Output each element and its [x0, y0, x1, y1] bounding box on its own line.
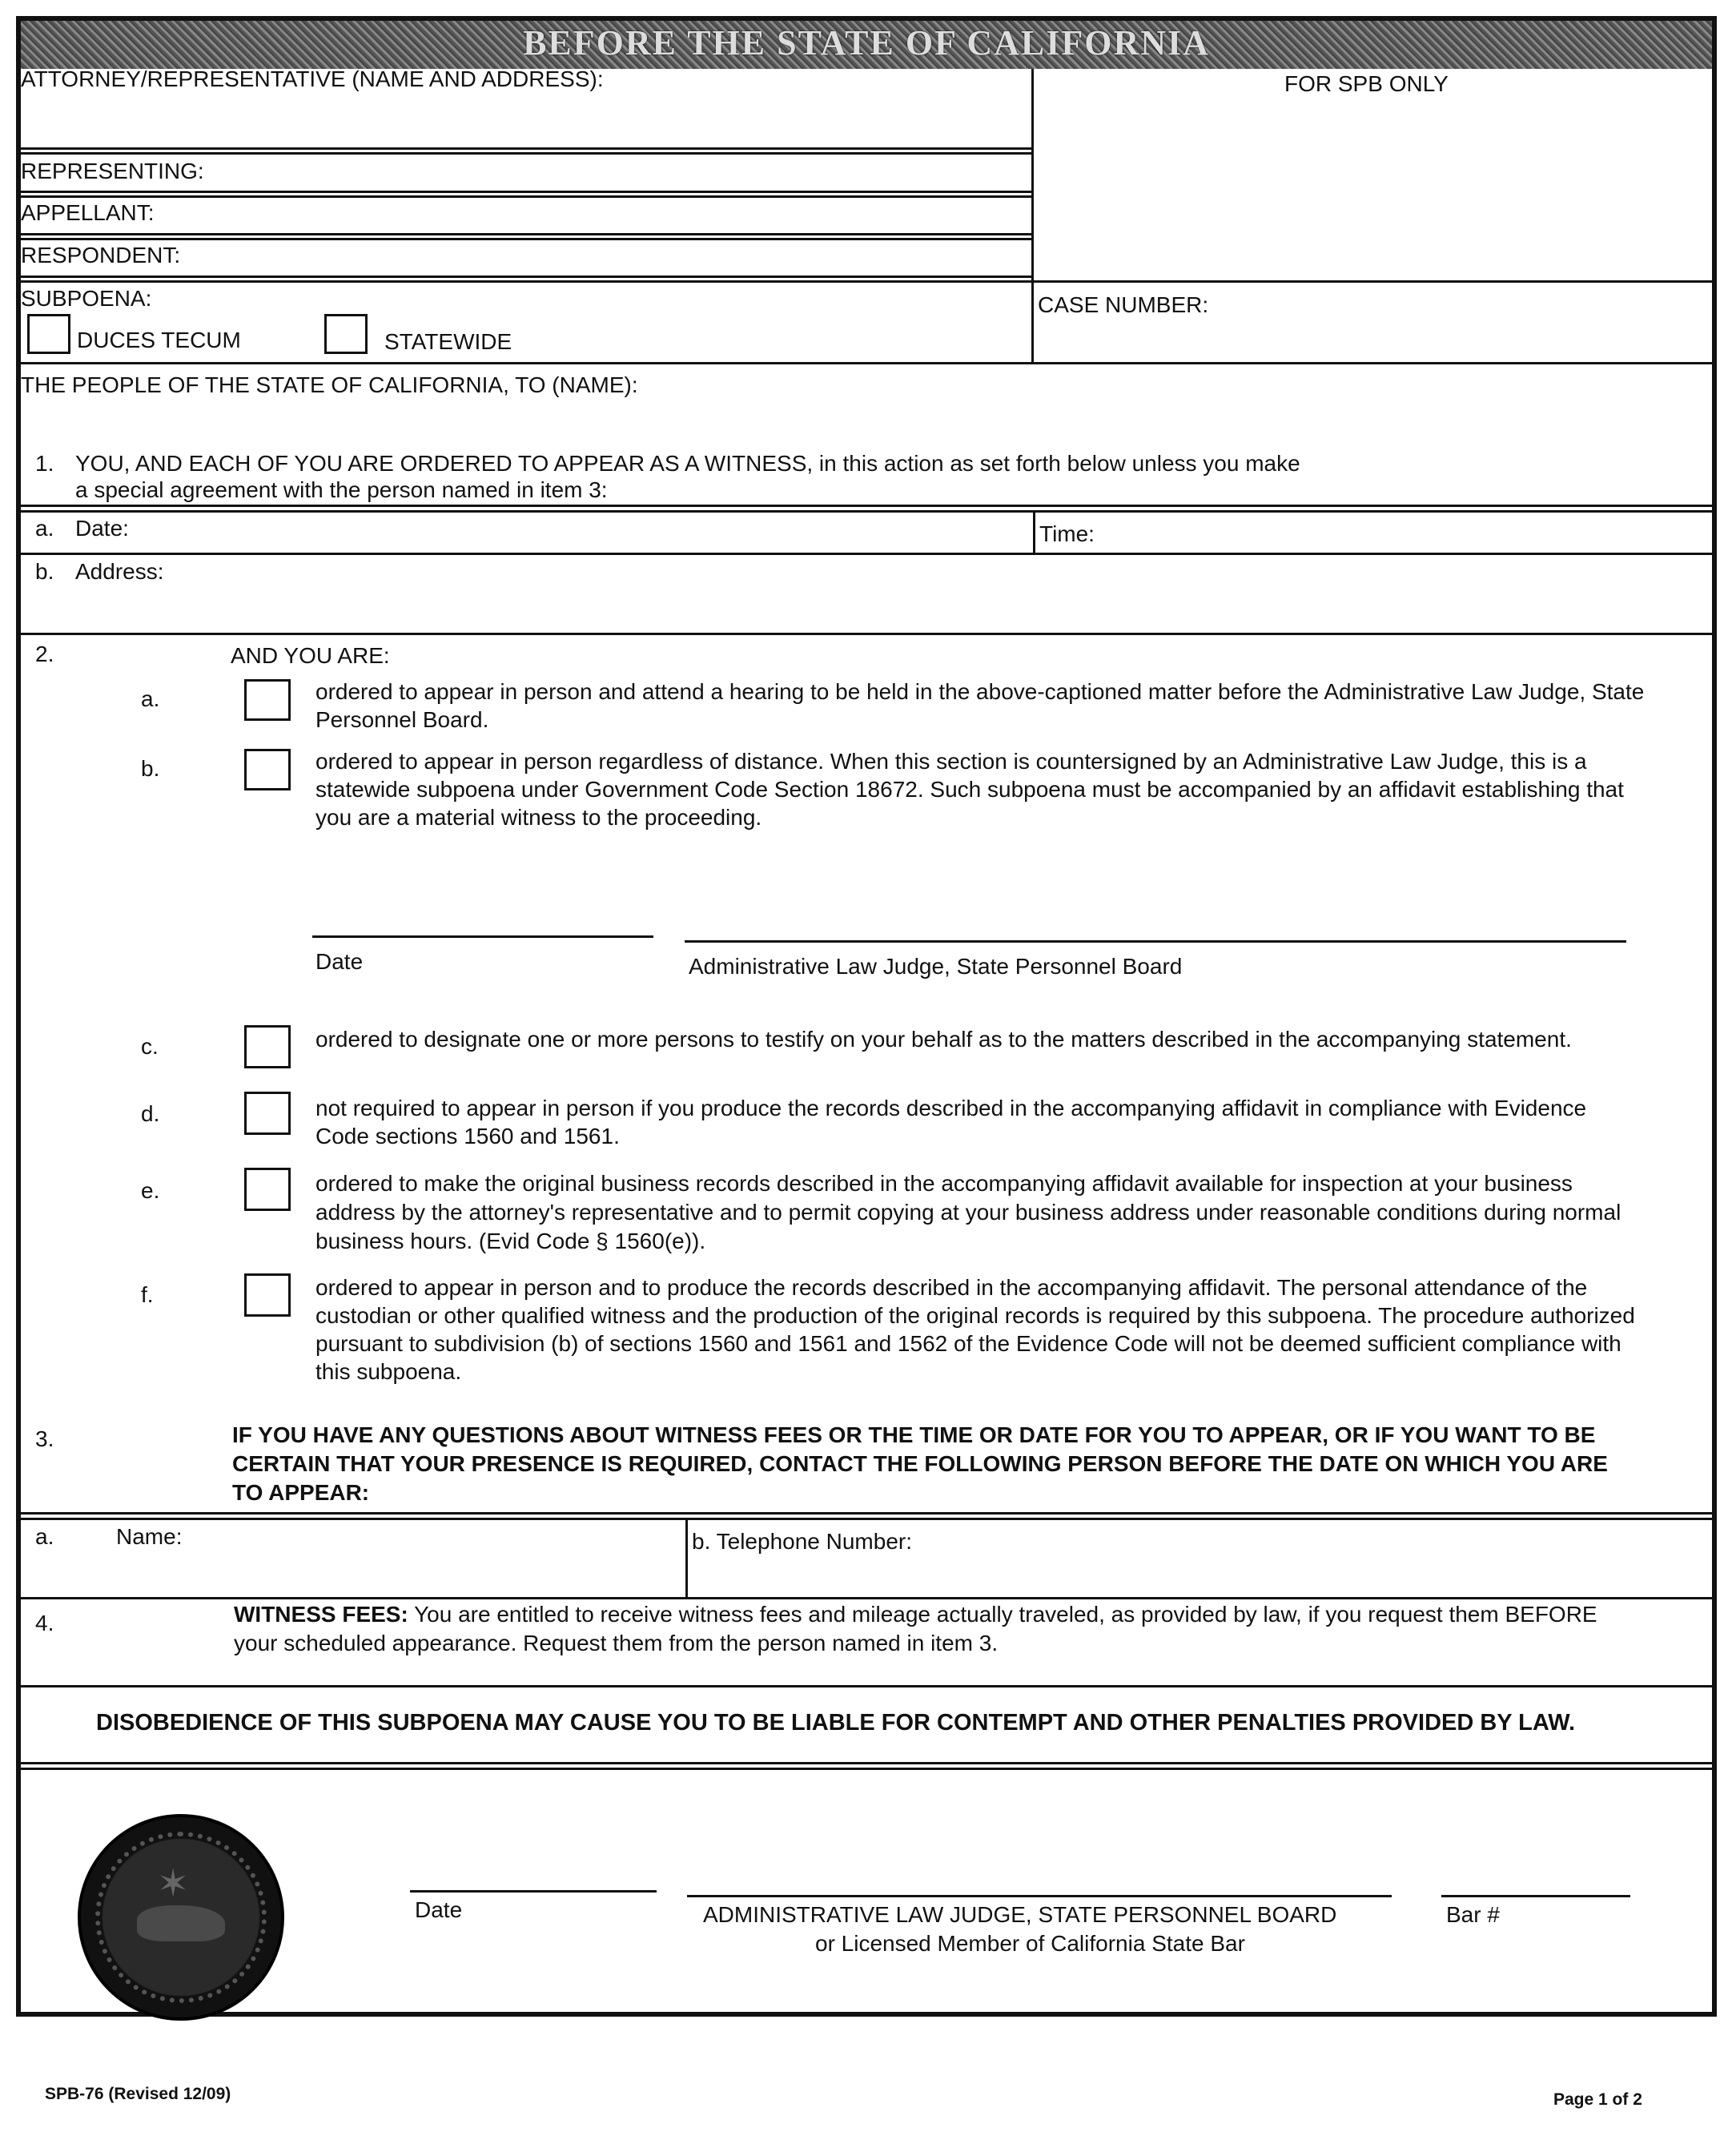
- bar-number-label: Bar #: [1446, 1902, 1500, 1927]
- rule: [16, 1518, 1717, 1520]
- rule: [16, 152, 1033, 155]
- spb-only-label: FOR SPB ONLY: [1284, 71, 1449, 96]
- option-a-checkbox[interactable]: [244, 679, 291, 721]
- item2-number: 2.: [35, 642, 54, 666]
- item1-rest: in this action as set forth below unless you make: [813, 451, 1300, 476]
- option-f-letter: f.: [141, 1282, 154, 1307]
- option-f-text: ordered to appear in person and to produce the records described in the accompanying affidavit. The personal attendance of the custodian or other qualified witness and the production of the original records is required by this subpoena. The procedure authorized pursuant to subdivision (b) of sections 1560 and 1561 and 1562 of the Evidence Code will not be deemed sufficient compliance with this subpoena.: [315, 1275, 1635, 1384]
- option-f-checkbox[interactable]: [244, 1273, 291, 1317]
- option-b-checkbox[interactable]: [244, 749, 291, 790]
- seal-star-icon: ✶: [157, 1863, 190, 1905]
- signature-alj-sub: or Licensed Member of California State Bar: [815, 1931, 1245, 1956]
- signature-date-line: [410, 1890, 657, 1893]
- rule: [16, 553, 1717, 555]
- item4-number: 4.: [35, 1611, 54, 1635]
- item3-a-letter: a.: [35, 1524, 54, 1549]
- rule: [16, 510, 1717, 513]
- state-seal: [78, 1814, 284, 2021]
- rule: [16, 233, 1033, 235]
- telephone-label: b. Telephone Number:: [692, 1529, 912, 1554]
- rule: [16, 276, 1033, 278]
- option-b-letter: b.: [141, 756, 160, 781]
- option-d-letter: d.: [141, 1101, 160, 1126]
- appellant-label: APPELLANT:: [21, 200, 155, 225]
- rule: [685, 1518, 688, 1598]
- rule: [16, 280, 1717, 283]
- countersign-date-line: [312, 935, 653, 938]
- item1-b-letter: b.: [35, 559, 54, 584]
- to-name-label: THE PEOPLE OF THE STATE OF CALIFORNIA, TO (NAME):: [21, 372, 638, 397]
- item1-a-letter: a.: [35, 516, 54, 541]
- countersign-alj-label: Administrative Law Judge, State Personnel Board: [689, 954, 1183, 979]
- option-e-letter: e.: [141, 1178, 160, 1203]
- rule: [16, 238, 1033, 240]
- option-a-text: ordered to appear in person and attend a hearing to be held in the above-captioned matter before the Administrative Law Judge, State Personnel Board.: [315, 679, 1645, 732]
- option-c-letter: c.: [141, 1034, 159, 1059]
- rule: [16, 1762, 1717, 1764]
- item1-bold: YOU, AND EACH OF YOU ARE ORDERED TO APPEAR AS A WITNESS,: [75, 451, 814, 476]
- bar-number-line: [1441, 1895, 1630, 1897]
- signature-date-label: Date: [415, 1897, 463, 1922]
- case-number-label: CASE NUMBER:: [1038, 292, 1209, 317]
- option-a-letter: a.: [141, 686, 160, 711]
- rule: [16, 1597, 1717, 1599]
- option-e-checkbox[interactable]: [244, 1168, 291, 1211]
- item4-rest: You are entitled to receive witness fees and mileage actually traveled, as provided by law, if you request them BEFORE your scheduled appearance. Request them from the person named in item 3.: [234, 1602, 1597, 1655]
- subpoena-label: SUBPOENA:: [21, 286, 152, 311]
- rule: [16, 1768, 1717, 1770]
- duces-tecum-checkbox[interactable]: [27, 314, 70, 354]
- page-number: Page 1 of 2: [1553, 2090, 1642, 2109]
- contempt-warning: DISOBEDIENCE OF THIS SUBPOENA MAY CAUSE YOU TO BE LIABLE FOR CONTEMPT AND OTHER PENALTIES PROVIDED BY LAW.: [96, 1710, 1576, 1736]
- item3-text: IF YOU HAVE ANY QUESTIONS ABOUT WITNESS FEES OR THE TIME OR DATE FOR YOU TO APPEAR, OR IF YOU WANT TO BE CERTAIN THAT YOUR PRESENCE IS REQUIRED, CONTACT THE FOLLOWING PERSON BEFORE THE DATE ON WHICH YOU ARE TO APPEAR:: [232, 1422, 1608, 1505]
- statewide-checkbox[interactable]: [324, 314, 368, 354]
- item2-heading: AND YOU ARE:: [231, 643, 390, 668]
- countersign-alj-line: [685, 940, 1626, 943]
- form-title: BEFORE THE STATE OF CALIFORNIA: [523, 22, 1210, 62]
- rule: [16, 505, 1717, 507]
- statewide-label: STATEWIDE: [384, 329, 512, 354]
- option-c-checkbox[interactable]: [244, 1025, 291, 1068]
- item4-bold: WITNESS FEES:: [234, 1602, 408, 1627]
- address-label: Address:: [75, 559, 164, 584]
- rule: [16, 191, 1033, 193]
- option-b-text: ordered to appear in person regardless of distance. When this section is countersigned by an Administrative Law Judge, this is a statewide subpoena under Government Code Section 18672. Such subpoena must be accompanied by an affidavit establishing that you are a material witness to the proceeding.: [315, 749, 1624, 830]
- rule: [16, 195, 1033, 198]
- item1-number: 1.: [35, 451, 54, 476]
- rule: [1033, 510, 1035, 553]
- option-c-text: ordered to designate one or more persons to testify on your behalf as to the matters described in the accompanying statement.: [315, 1027, 1572, 1052]
- respondent-label: RESPONDENT:: [21, 243, 181, 268]
- seal-bear-icon: [137, 1905, 225, 1941]
- rule: [16, 1512, 1717, 1514]
- top-divider: [1031, 69, 1034, 364]
- item4-text: [234, 1600, 1611, 1658]
- item3-number: 3.: [35, 1426, 54, 1451]
- name-label: Name:: [116, 1524, 183, 1549]
- time-label: Time:: [1039, 521, 1095, 546]
- rule: [16, 633, 1717, 635]
- item1-line2: a special agreement with the person named in item 3:: [75, 477, 608, 502]
- countersign-date-label: Date: [315, 949, 364, 974]
- date-label: Date:: [75, 516, 129, 541]
- option-d-text: not required to appear in person if you produce the records described in the accompanying affidavit in compliance with Evidence Code sections 1560 and 1561.: [315, 1096, 1587, 1148]
- signature-alj-label: ADMINISTRATIVE LAW JUDGE, STATE PERSONNEL BOARD: [703, 1902, 1337, 1927]
- form-id: SPB-76 (Revised 12/09): [45, 2085, 231, 2103]
- rule: [16, 362, 1717, 364]
- signature-alj-line: [687, 1895, 1392, 1897]
- item1-text: [75, 450, 1300, 477]
- representing-label: REPRESENTING:: [21, 159, 204, 183]
- option-d-checkbox[interactable]: [244, 1092, 291, 1135]
- option-e-text: ordered to make the original business records described in the accompanying affidavit available for inspection at your business address by the attorney's representative and to permit copying at your business address under reasonable conditions during normal business hours. (Evid Code § 1560(e)).: [315, 1171, 1621, 1253]
- rule: [16, 147, 1033, 150]
- attorney-label: ATTORNEY/REPRESENTATIVE (NAME AND ADDRESS):: [21, 66, 604, 91]
- rule: [16, 1685, 1717, 1687]
- duces-tecum-label: DUCES TECUM: [77, 328, 241, 352]
